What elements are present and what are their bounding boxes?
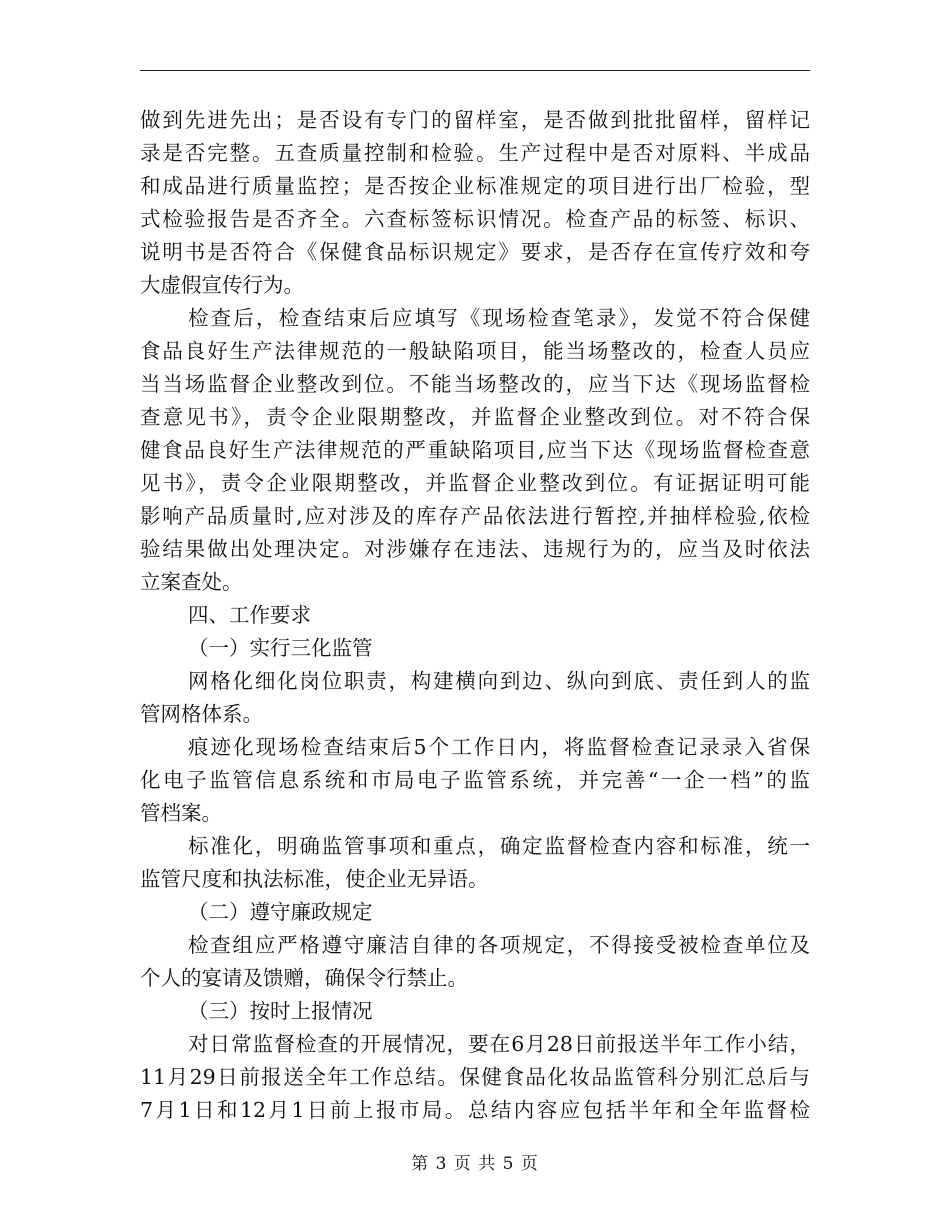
paragraph-line: 检查后，检查结束后应填写《现场检查笔录》，发觉不符合保健 — [188, 306, 810, 330]
paragraph-line: 录是否完整。五查质量控制和检验。生产过程中是否对原料、半成品 — [140, 141, 810, 165]
paragraph-line: 见书》，责令企业限期整改，并监督企业整改到位。有证据证明可能 — [140, 471, 810, 495]
page-footer: 第 3 页 共 5 页 — [411, 1154, 539, 1174]
paragraph-line: 食品良好生产法律规范的一般缺陷项目，能当场整改的，检查人员应 — [140, 339, 810, 363]
subsection-heading: （一）实行三化监管 — [188, 636, 373, 660]
document-body — [140, 104, 810, 1127]
paragraph-line: 检查组应严格遵守廉洁自律的各项规定，不得接受被检查单位及 — [188, 933, 810, 957]
paragraph-line: 说明书是否符合《保健食品标识规定》要求，是否存在宣传疗效和夸 — [140, 240, 810, 264]
paragraph-line: 和成品进行质量监控；是否按企业标准规定的项目进行出厂检验，型 — [140, 174, 810, 198]
paragraph-line: 大虚假宣传行为。 — [140, 273, 304, 297]
paragraph-line: 做到先进先出；是否设有专门的留样室，是否做到批批留样，留样记 — [140, 108, 810, 132]
paragraph-line: 立案查处。 — [140, 570, 243, 594]
paragraph-line: 管档案。 — [140, 801, 222, 825]
paragraph-line: 网格化细化岗位职责，构建横向到边、纵向到底、责任到人的监 — [188, 669, 810, 693]
paragraph-line: 影响产品质量时,应对涉及的库存产品依法进行暂控,并抽样检验,依检 — [140, 504, 810, 528]
subsection-heading: （二）遵守廉政规定 — [188, 900, 373, 924]
paragraph-line: 对日常监督检查的开展情况，要在6月28日前报送半年工作小结， — [188, 1032, 810, 1056]
paragraph-line: 痕迹化现场检查结束后5个工作日内，将监督检查记录录入省保 — [188, 735, 810, 759]
section-heading: 四、工作要求 — [188, 603, 311, 627]
paragraph-line: 验结果做出处理决定。对涉嫌存在违法、违规行为的，应当及时依法 — [140, 537, 810, 561]
paragraph-line: 标准化，明确监管事项和重点，确定监督检查内容和标准，统一 — [188, 834, 810, 858]
paragraph-line: 管网格体系。 — [140, 702, 263, 726]
paragraph-line: 式检验报告是否齐全。六查标签标识情况。检查产品的标签、标识、 — [140, 207, 810, 231]
paragraph-line: 当当场监督企业整改到位。不能当场整改的，应当下达《现场监督检 — [140, 372, 810, 396]
paragraph-line: 查意见书》，责令企业限期整改，并监督企业整改到位。对不符合保 — [140, 405, 810, 429]
subsection-heading: （三）按时上报情况 — [188, 999, 373, 1023]
paragraph-line: 个人的宴请及馈赠，确保令行禁止。 — [140, 966, 468, 990]
paragraph-line: 监管尺度和执法标准，使企业无异语。 — [140, 867, 489, 891]
header-rule — [140, 70, 810, 71]
paragraph-line: 化电子监管信息系统和市局电子监管系统，并完善“一企一档”的监 — [140, 768, 810, 792]
paragraph-line: 11月29日前报送全年工作总结。保健食品化妆品监管科分别汇总后与 — [140, 1065, 810, 1089]
paragraph-line: 健食品良好生产法律规范的严重缺陷项目,应当下达《现场监督检查意 — [140, 438, 810, 462]
paragraph-line: 7月1日和12月1日前上报市局。总结内容应包括半年和全年监督检 — [140, 1098, 810, 1122]
